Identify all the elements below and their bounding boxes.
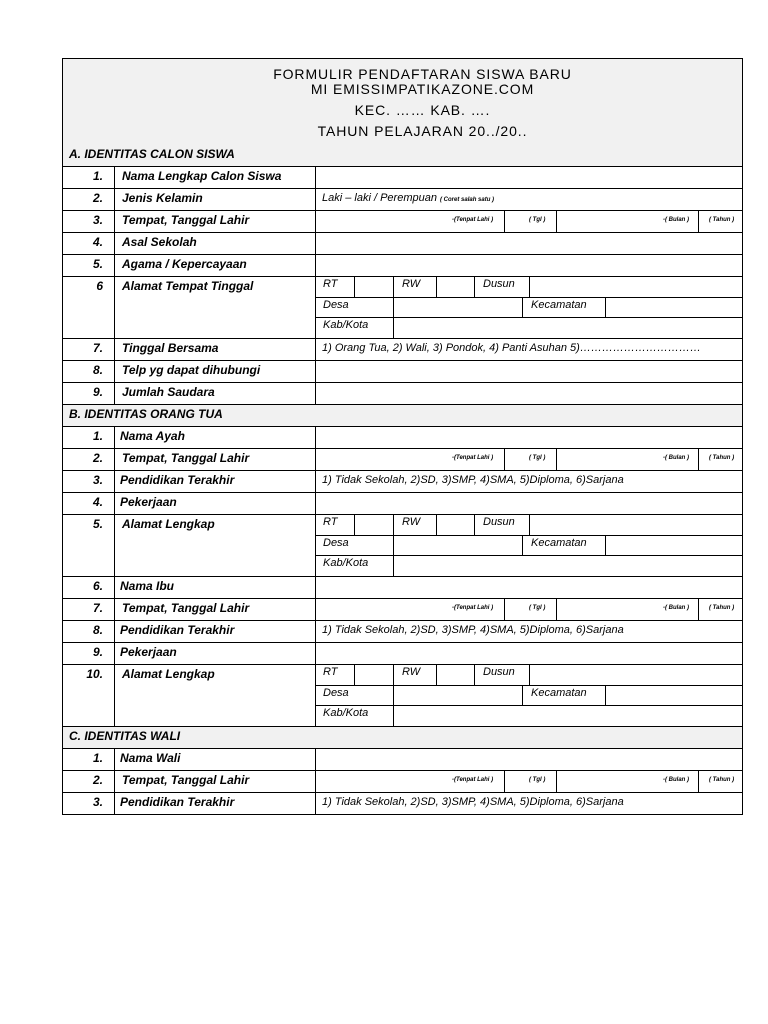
- row-number: 4.: [63, 233, 115, 254]
- row-number: 2.: [63, 189, 115, 210]
- table-row: [63, 599, 742, 621]
- section-a-title: A. IDENTITAS CALON SISWA: [63, 145, 742, 167]
- address-block[interactable]: [316, 277, 742, 338]
- caption-tgl: ( Tgl ): [529, 455, 546, 461]
- table-row: [63, 427, 742, 449]
- birth-field[interactable]: [316, 211, 742, 232]
- field-input[interactable]: [316, 427, 742, 448]
- table-row: [63, 211, 742, 233]
- row-number: 4.: [63, 493, 115, 514]
- field-label: Nama Ibu: [115, 577, 316, 598]
- caption-bulan: -( Bulan ): [663, 605, 689, 611]
- rt-label: RT: [323, 666, 338, 678]
- row-number: 5.: [63, 515, 115, 576]
- row-number: 2.: [63, 449, 115, 470]
- rw-label: RW: [402, 278, 421, 290]
- table-row: [63, 233, 742, 255]
- table-row: [63, 167, 742, 189]
- field-input[interactable]: [316, 577, 742, 598]
- living-with-field[interactable]: 1) Orang Tua, 2) Wali, 3) Pondok, 4) Panti Asuhan 5)……………………………: [322, 342, 701, 354]
- field-input[interactable]: [316, 643, 742, 664]
- row-number: 10.: [63, 665, 115, 726]
- field-input[interactable]: [316, 233, 742, 254]
- field-label: Pendidikan Terakhir: [115, 793, 316, 815]
- table-row: [63, 749, 742, 771]
- field-label: Pekerjaan: [115, 493, 316, 514]
- education-field[interactable]: 1) Tidak Sekolah, 2)SD, 3)SMP, 4)SMA, 5)Diploma, 6)Sarjana: [322, 796, 624, 808]
- section-b-title: B. IDENTITAS ORANG TUA: [63, 405, 742, 427]
- field-label: Nama Ayah: [115, 427, 316, 448]
- form-header: [63, 59, 742, 146]
- field-label: Pendidikan Terakhir: [115, 471, 316, 492]
- birth-field[interactable]: [316, 771, 742, 792]
- field-label: Tempat, Tanggal Lahir: [115, 599, 316, 620]
- row-number: 3.: [63, 211, 115, 232]
- caption-bulan: -( Bulan ): [663, 777, 689, 783]
- academic-year: TAHUN PELAJARAN 20../20..: [317, 123, 528, 139]
- table-row: [63, 621, 742, 643]
- birth-field[interactable]: [316, 449, 742, 470]
- field-label: Jenis Kelamin: [115, 189, 316, 210]
- school-name: MI EMISSIMPATIKAZONE.COM: [310, 81, 535, 97]
- row-number: 9.: [63, 643, 115, 664]
- caption-tgl: ( Tgl ): [529, 217, 546, 223]
- table-row: [63, 277, 742, 339]
- row-number: 1.: [63, 167, 115, 188]
- desa-label: Desa: [323, 299, 349, 311]
- gender-options: Laki – laki / Perempuan: [322, 192, 437, 204]
- desa-label: Desa: [323, 537, 349, 549]
- caption-tahun: ( Tahun ): [709, 605, 735, 611]
- row-number: 9.: [63, 383, 115, 404]
- gender-field[interactable]: [316, 189, 742, 210]
- table-row: [63, 493, 742, 515]
- caption-tgl: ( Tgl ): [529, 777, 546, 783]
- rt-label: RT: [323, 278, 338, 290]
- table-row: [63, 665, 742, 727]
- caption-tempat: -(Tenpat Lahi ): [452, 777, 494, 783]
- table-row: [63, 339, 742, 361]
- row-number: 6: [63, 277, 115, 338]
- field-label: Alamat Lengkap: [115, 665, 316, 726]
- kecamatan-label: Kecamatan: [531, 687, 587, 699]
- caption-tahun: ( Tahun ): [709, 455, 735, 461]
- kab-kota-label: Kab/Kota: [323, 557, 369, 569]
- field-input[interactable]: [316, 167, 742, 188]
- field-label: Agama / Kepercayaan: [115, 255, 316, 276]
- row-number: 7.: [63, 599, 115, 620]
- field-label: Alamat Tempat Tinggal: [115, 277, 316, 338]
- dusun-label: Dusun: [483, 278, 515, 290]
- dusun-label: Dusun: [483, 666, 515, 678]
- row-number: 1.: [63, 749, 115, 770]
- caption-bulan: -( Bulan ): [663, 455, 689, 461]
- row-number: 7.: [63, 339, 115, 360]
- field-label: Alamat Lengkap: [115, 515, 316, 576]
- address-block[interactable]: [316, 515, 742, 576]
- table-row: [63, 383, 742, 405]
- table-row: [63, 771, 742, 793]
- caption-tahun: ( Tahun ): [709, 777, 735, 783]
- dusun-label: Dusun: [483, 516, 515, 528]
- form-title: FORMULIR PENDAFTARAN SISWA BARU: [273, 66, 572, 82]
- row-number: 8.: [63, 621, 115, 642]
- education-field[interactable]: 1) Tidak Sekolah, 2)SD, 3)SMP, 4)SMA, 5)Diploma, 6)Sarjana: [322, 624, 624, 636]
- field-input[interactable]: [316, 361, 742, 382]
- desa-label: Desa: [323, 687, 349, 699]
- field-input[interactable]: [316, 749, 742, 770]
- field-label: Tinggal Bersama: [115, 339, 316, 360]
- row-number: 5.: [63, 255, 115, 276]
- caption-bulan: -( Bulan ): [663, 217, 689, 223]
- field-label: Asal Sekolah: [115, 233, 316, 254]
- education-field[interactable]: 1) Tidak Sekolah, 2)SD, 3)SMP, 4)SMA, 5)Diploma, 6)Sarjana: [322, 474, 624, 486]
- address-block[interactable]: [316, 665, 742, 726]
- gender-note: ( Coret salah satu ): [440, 197, 495, 203]
- kab-kota-label: Kab/Kota: [323, 707, 369, 719]
- table-row: [63, 577, 742, 599]
- caption-tgl: ( Tgl ): [529, 605, 546, 611]
- field-label: Nama Wali: [115, 749, 316, 770]
- rw-label: RW: [402, 516, 421, 528]
- kab-kota-label: Kab/Kota: [323, 319, 369, 331]
- row-number: 1.: [63, 427, 115, 448]
- caption-tempat: -(Tenpat Lahi ): [452, 217, 494, 223]
- row-number: 3.: [63, 471, 115, 492]
- caption-tempat: -(Tenpat Lahi ): [452, 605, 494, 611]
- row-number: 3.: [63, 793, 115, 815]
- district-line: KEC. …… KAB. ….: [354, 102, 491, 118]
- rt-label: RT: [323, 516, 338, 528]
- field-label: Pendidikan Terakhir: [115, 621, 316, 642]
- field-input[interactable]: [316, 493, 742, 514]
- field-label: Nama Lengkap Calon Siswa: [115, 167, 316, 188]
- caption-tahun: ( Tahun ): [709, 217, 735, 223]
- table-row: [63, 643, 742, 665]
- field-label: Tempat, Tanggal Lahir: [115, 771, 316, 792]
- row-number: 6.: [63, 577, 115, 598]
- field-label: Telp yg dapat dihubungi: [115, 361, 316, 382]
- table-row: [63, 793, 742, 815]
- table-row: [63, 449, 742, 471]
- field-label: Tempat, Tanggal Lahir: [115, 449, 316, 470]
- birth-field[interactable]: [316, 599, 742, 620]
- row-number: 8.: [63, 361, 115, 382]
- rw-label: RW: [402, 666, 421, 678]
- registration-form: [62, 58, 743, 815]
- table-row: [63, 255, 742, 277]
- caption-tempat: -(Tenpat Lahi ): [452, 455, 494, 461]
- table-row: [63, 515, 742, 577]
- field-label: Tempat, Tanggal Lahir: [115, 211, 316, 232]
- field-input[interactable]: [316, 255, 742, 276]
- kecamatan-label: Kecamatan: [531, 299, 587, 311]
- kecamatan-label: Kecamatan: [531, 537, 587, 549]
- row-number: 2.: [63, 771, 115, 792]
- field-label: Jumlah Saudara: [115, 383, 316, 404]
- section-c-title: C. IDENTITAS WALI: [63, 727, 742, 749]
- field-input[interactable]: [316, 383, 742, 404]
- table-row: [63, 361, 742, 383]
- table-row: [63, 471, 742, 493]
- field-label: Pekerjaan: [115, 643, 316, 664]
- table-row: [63, 189, 742, 211]
